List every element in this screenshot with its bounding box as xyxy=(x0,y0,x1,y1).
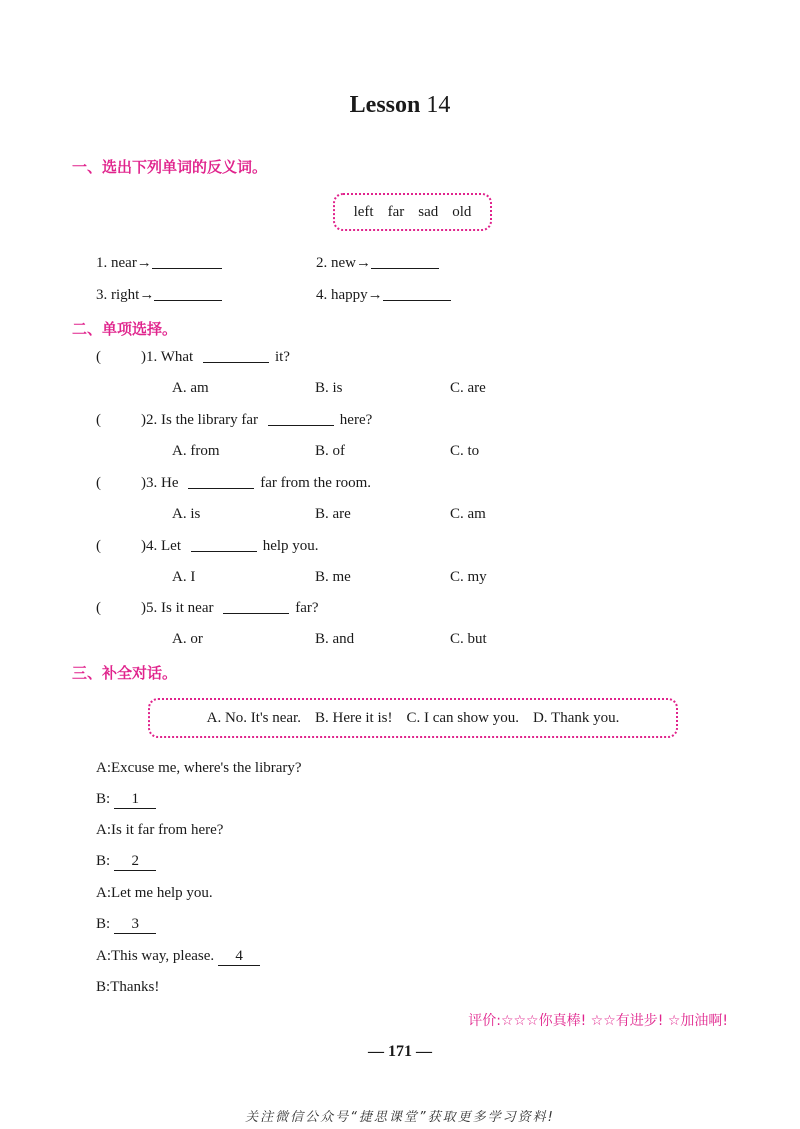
word-bank-item: left xyxy=(353,203,374,220)
footer-note: 关注微信公众号“捷思课堂”获取更多学习资料! xyxy=(245,1110,555,1125)
answer-slot[interactable] xyxy=(101,538,141,552)
choice-item: B. Here it is! xyxy=(314,709,393,726)
choice-bank xyxy=(148,698,678,738)
open-paren: ( xyxy=(96,600,101,616)
choice-item: A. No. It's near. xyxy=(206,709,301,726)
answer-blank[interactable] xyxy=(191,537,257,552)
dialog-line xyxy=(96,916,156,934)
dialog-line xyxy=(96,979,159,996)
word-bank-item: old xyxy=(452,203,472,220)
option-a: A. I xyxy=(172,569,196,585)
section1-heading: 一、选出下列单词的反义词。 xyxy=(72,158,268,176)
antonym-label: 2. new→ xyxy=(316,255,371,271)
speaker: A: xyxy=(96,948,111,964)
option-b: B. and xyxy=(315,631,355,647)
answer-slot[interactable] xyxy=(101,349,141,363)
question-stem: )4. Let xyxy=(141,538,181,554)
evaluation-stars: 评价:☆☆☆你真棒! ☆☆有进步! ☆加油啊! xyxy=(468,1013,728,1029)
speaker: B: xyxy=(96,916,111,932)
question-stem: )1. What xyxy=(141,349,194,365)
open-paren: ( xyxy=(96,475,101,491)
question-tail: here? xyxy=(339,412,373,428)
word-bank xyxy=(333,193,492,231)
choice-item: C. I can show you. xyxy=(406,709,519,726)
option-a: A. from xyxy=(172,443,220,459)
open-paren: ( xyxy=(96,349,101,365)
question-tail: far? xyxy=(295,600,319,616)
question-stem: )2. Is the library far xyxy=(141,412,259,428)
dialog-line xyxy=(96,948,260,966)
dialog-text: Let me help you. xyxy=(111,885,213,901)
speaker: B: xyxy=(96,853,111,869)
option-a: A. or xyxy=(172,631,203,647)
dialog-line xyxy=(96,885,213,902)
word-bank-item: sad xyxy=(418,203,439,220)
question-3 xyxy=(96,474,371,492)
answer-blank[interactable] xyxy=(188,474,254,489)
answer-blank[interactable] xyxy=(371,254,439,269)
section2-heading: 二、单项选择。 xyxy=(72,320,178,338)
dialog-text: Is it far from here? xyxy=(111,822,224,838)
answer-blank[interactable]: 3 xyxy=(114,916,156,934)
speaker: A: xyxy=(96,885,111,901)
question-tail: it? xyxy=(274,349,290,365)
speaker: B: xyxy=(96,979,111,995)
dialog-line xyxy=(96,822,223,839)
dialog-text: Excuse me, where's the library? xyxy=(111,760,302,776)
answer-blank[interactable] xyxy=(154,286,222,301)
question-tail: far from the room. xyxy=(260,475,372,491)
question-stem: )5. Is it near xyxy=(141,600,214,616)
question-2 xyxy=(96,411,372,429)
speaker: B: xyxy=(96,791,111,807)
open-paren: ( xyxy=(96,412,101,428)
option-a: A. is xyxy=(172,506,201,522)
answer-slot[interactable] xyxy=(101,600,141,614)
open-paren: ( xyxy=(96,538,101,554)
dialog-line xyxy=(96,760,302,777)
answer-blank[interactable] xyxy=(223,599,289,614)
option-b: B. of xyxy=(315,443,345,459)
speaker: A: xyxy=(96,760,111,776)
option-a: A. am xyxy=(172,380,209,396)
answer-blank[interactable] xyxy=(203,348,269,363)
dialog-text: Thanks! xyxy=(110,979,160,995)
answer-blank[interactable] xyxy=(268,411,334,426)
answer-blank[interactable] xyxy=(152,254,222,269)
word-bank-item: far xyxy=(387,203,405,220)
option-c: C. but xyxy=(450,631,487,647)
question-5 xyxy=(96,599,319,617)
antonym-item xyxy=(96,254,222,272)
option-c: C. my xyxy=(450,569,487,585)
dialog-text: This way, please. xyxy=(111,948,215,964)
answer-slot[interactable] xyxy=(101,475,141,489)
option-b: B. me xyxy=(315,569,351,585)
antonym-item xyxy=(96,286,222,304)
question-stem: )3. He xyxy=(141,475,179,491)
antonym-label: 1. near→ xyxy=(96,255,152,271)
antonym-label: 4. happy→ xyxy=(316,287,383,303)
question-tail: help you. xyxy=(262,538,319,554)
answer-blank[interactable]: 2 xyxy=(114,853,156,871)
title-number: 14 xyxy=(426,92,451,118)
speaker: A: xyxy=(96,822,111,838)
option-c: C. to xyxy=(450,443,480,459)
answer-slot[interactable] xyxy=(101,412,141,426)
antonym-label: 3. right→ xyxy=(96,287,155,303)
question-1 xyxy=(96,348,290,366)
antonym-item xyxy=(316,286,451,304)
section3-heading: 三、补全对话。 xyxy=(72,664,178,682)
page-title xyxy=(0,92,800,119)
question-4 xyxy=(96,537,319,555)
page-number: — 171 — xyxy=(368,1043,432,1060)
answer-blank[interactable] xyxy=(383,286,451,301)
dialog-line xyxy=(96,791,156,809)
answer-blank[interactable]: 1 xyxy=(114,791,156,809)
option-b: B. is xyxy=(315,380,343,396)
option-c: C. are xyxy=(450,380,486,396)
choice-item: D. Thank you. xyxy=(532,709,620,726)
dialog-line xyxy=(96,853,156,871)
option-c: C. am xyxy=(450,506,486,522)
title-word: Lesson xyxy=(349,92,421,118)
antonym-item xyxy=(316,254,439,272)
answer-blank[interactable]: 4 xyxy=(218,948,260,966)
option-b: B. are xyxy=(315,506,351,522)
